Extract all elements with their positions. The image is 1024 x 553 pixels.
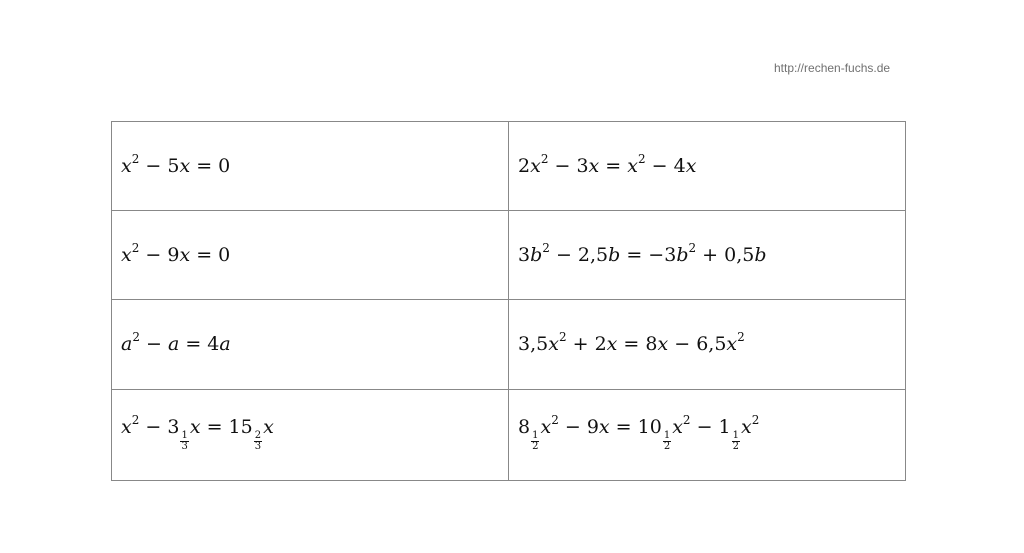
equation-table [111,121,906,481]
equation-cell [509,211,906,300]
equation-cell [509,122,906,211]
table-row [112,211,906,300]
equation: $a^2 - a = 4a$ [121,330,231,355]
equation-cell [112,211,509,300]
equation: $x^2 - 9x = 0$ [121,240,231,266]
equation-cell [509,390,906,481]
equation: 8 $\frac{1}{2}$ $x^2 - 9x = 10$ $\frac{1}{2}$ $x^2 - 1$ $\frac{1}{2}$ $x^2$ [518,413,760,452]
equation: $x^2 - 3$ $\frac{1}{3}$ x = 15 $\frac{2}{3}$ x [121,413,274,452]
equation-cell [112,390,509,481]
equation-cell [112,300,509,390]
table-row [112,122,906,211]
equation-cell [112,122,509,211]
table-row [112,390,906,481]
equation: $3,5x^2 + 2x = 8x - 6,5x^2$ [518,330,745,355]
table-row [112,300,906,390]
equation-cell [509,300,906,390]
source-url: http://rechen-fuchs.de [774,61,891,75]
equation: $3b^2 - 2,5b = -3b^2 + 0,5b$ [518,240,767,266]
equation: $x^2 - 5x = 0$ [121,151,231,177]
equation: $2x^2 - 3x = x^2 - 4x$ [518,151,697,177]
